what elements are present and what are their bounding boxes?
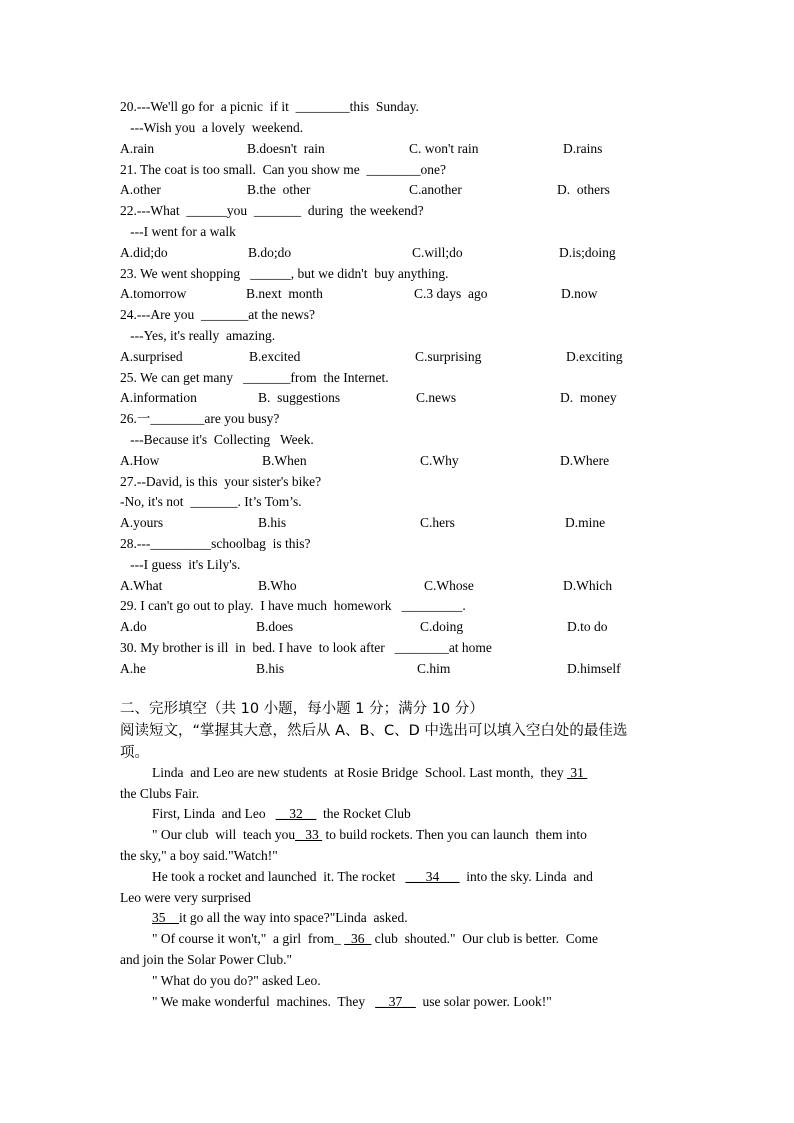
question-stem: 30. My brother is ill in bed. I have to look after ________at home xyxy=(120,640,492,655)
option-d: D.mine xyxy=(565,515,606,530)
blank-33: _ 33 xyxy=(295,827,323,842)
passage-line: " Of course it won't," a girl from_ _36_ club shouted." Our club is better. Come xyxy=(152,931,599,946)
section-instruction: 阅读短文，“掌握其大意，然后从 A、B、C、D 中选出可以填入空白处的最佳选 xyxy=(120,723,628,739)
option-d: D.himself xyxy=(567,661,621,676)
passage-line: the sky," a boy said."Watch!" xyxy=(120,848,278,863)
option-c: C.will;do xyxy=(412,245,463,260)
passage-line: First, Linda and Leo __32__ the Rocket Club xyxy=(152,806,411,821)
passage-line: " Our club will teach you_ 33 to build rockets. Then you can launch them into xyxy=(152,827,587,842)
option-c: C.Why xyxy=(420,453,459,468)
question-stem: 23. We went shopping ______, but we didn't buy anything. xyxy=(120,266,449,281)
option-d: D.Which xyxy=(563,578,613,593)
blank-37: __37__ xyxy=(375,994,416,1009)
passage-line: He took a rocket and launched it. The rocket ___34___ into the sky. Linda and xyxy=(152,869,593,884)
option-b: B.the other xyxy=(247,182,311,197)
option-b: B.Who xyxy=(258,578,297,593)
option-a: A.information xyxy=(120,390,197,405)
question-followup: ---Yes, it's really amazing. xyxy=(120,328,276,343)
blank-32: __32__ xyxy=(275,806,317,821)
option-d: D.exciting xyxy=(566,349,623,364)
option-b: B.excited xyxy=(249,349,301,364)
question-followup: ---Because it's Collecting Week. xyxy=(120,432,314,447)
option-a: A.How xyxy=(120,453,160,468)
option-d: D.to do xyxy=(567,619,608,634)
option-d: D. money xyxy=(560,390,617,405)
blank-35: 35 xyxy=(152,910,179,925)
question-followup: ---I went for a walk xyxy=(120,224,236,239)
option-d: D.Where xyxy=(560,453,610,468)
option-c: C. won't rain xyxy=(409,141,479,156)
question-stem: 21. The coat is too small. Can you show me ________one? xyxy=(120,162,446,177)
option-a: A.tomorrow xyxy=(120,286,187,301)
option-b: B.his xyxy=(258,515,287,530)
passage-line: and join the Solar Power Club." xyxy=(120,952,292,967)
option-c: C.him xyxy=(417,661,451,676)
option-c: C.another xyxy=(409,182,462,197)
passage-line: the Clubs Fair. xyxy=(120,786,200,801)
option-c: C.hers xyxy=(420,515,455,530)
option-b: B.When xyxy=(262,453,307,468)
option-a: A.yours xyxy=(120,515,164,530)
question-stem: 22.---What ______you _______ during the weekend? xyxy=(120,203,424,218)
option-a: A.What xyxy=(120,578,163,593)
option-d: D.now xyxy=(561,286,598,301)
option-c: C.surprising xyxy=(415,349,482,364)
passage-line: 35 it go all the way into space?"Linda asked. xyxy=(152,910,408,925)
question-followup: ---I guess it's Lily's. xyxy=(120,557,241,572)
option-a: A.he xyxy=(120,661,146,676)
question-stem: 26.一________are you busy? xyxy=(120,411,280,426)
option-a: A.other xyxy=(120,182,161,197)
passage-line: " What do you do?" asked Leo. xyxy=(152,973,321,988)
section-instruction-cont: 项。 xyxy=(120,745,149,761)
question-stem: 28.---_________schoolbag is this? xyxy=(120,536,311,551)
question-followup: ---Wish you a lovely weekend. xyxy=(120,120,304,135)
question-stem: 25. We can get many _______from the Internet. xyxy=(120,370,389,385)
option-c: C.doing xyxy=(420,619,464,634)
passage-line: Leo were very surprised xyxy=(120,890,251,905)
option-b: B.next month xyxy=(246,286,323,301)
option-b: B.does xyxy=(256,619,294,634)
option-a: A.rain xyxy=(120,141,155,156)
option-d: D. others xyxy=(557,182,610,197)
question-stem: 24.---Are you _______at the news? xyxy=(120,307,315,322)
option-c: C.Whose xyxy=(424,578,474,593)
passage-line: Linda and Leo are new students at Rosie Bridge School. Last month, they 31 xyxy=(152,765,588,780)
blank-34: ___34___ xyxy=(405,869,460,884)
option-a: A.do xyxy=(120,619,147,634)
question-followup: -No, it's not _______. It’s Tom’s. xyxy=(120,494,302,509)
option-d: D.is;doing xyxy=(559,245,616,260)
blank-36: _36_ xyxy=(344,931,372,946)
option-b: B.his xyxy=(256,661,285,676)
option-b: B.doesn't rain xyxy=(247,141,325,156)
blank-31: 31 xyxy=(567,765,588,780)
option-a: A.did;do xyxy=(120,245,168,260)
option-c: C.news xyxy=(416,390,457,405)
passage-line: " We make wonderful machines. They __37__ use solar power. Look!" xyxy=(152,994,552,1009)
question-stem: 29. I can't go out to play. I have much homework _________. xyxy=(120,598,466,613)
question-stem: 20.---We'll go for a picnic if it ________this Sunday. xyxy=(120,99,419,114)
option-d: D.rains xyxy=(563,141,603,156)
option-a: A.surprised xyxy=(120,349,183,364)
option-b: B.do;do xyxy=(248,245,292,260)
option-b: B. suggestions xyxy=(258,390,341,405)
option-c: C.3 days ago xyxy=(414,286,488,301)
question-stem: 27.--David, is this your sister's bike? xyxy=(120,474,322,489)
section-heading: 二、完形填空（共 10 小题，每小题 1 分；满分 10 分） xyxy=(120,701,484,717)
